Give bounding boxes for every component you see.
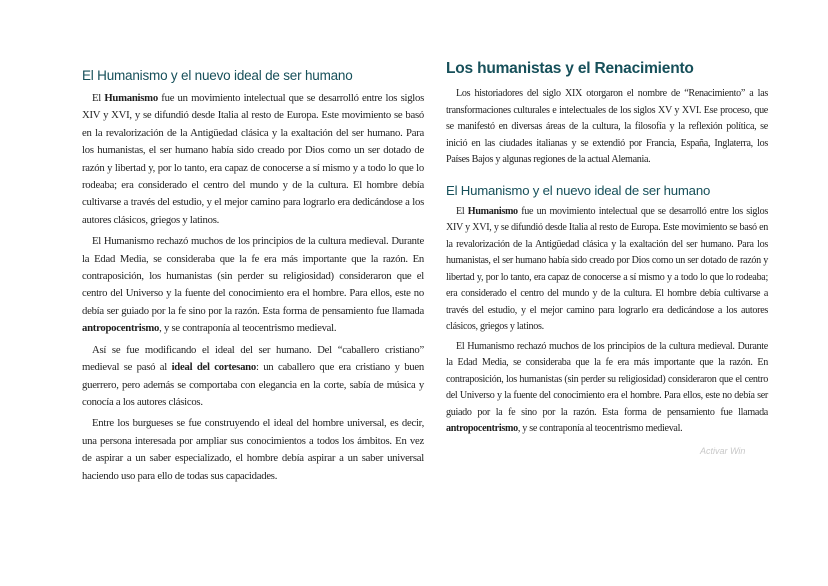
left-column	[82, 68, 424, 485]
left-heading: El Humanismo y el nuevo ideal de ser humano	[82, 68, 353, 83]
right-heading: El Humanismo y el nuevo ideal de ser humano	[446, 182, 711, 198]
right-column	[446, 60, 768, 438]
left-paragraph-1: El Humanismo fue un movimiento intelectual que se desarrolló entre los siglos XIV y XVI, y se difundió desde Italia al resto de Europa. Este movimiento se basó en la revalorización de la Antigüedad clásica y la exaltación del ser humano. Para los humanistas, el ser humano había sido creado por Dios como un ser dotado de razón y libertad y, por lo tanto, era capaz de conocerse a sí mismo y a todo lo que lo rodeaba; era considerado el centro del mundo y de la cultura. El hombre debía cultivarse a través del estudio, y el mejor camino para lograrlo era dedicándose a los autores clásicos, griegos y latinos.	[82, 92, 425, 226]
left-paragraph-4: Entre los burgueses se fue construyendo el ideal del hombre universal, es decir, una persona interesada por ampliar sus conocimientos a todos los ámbitos. En vez de aspirar a un saber especializado, el hombre debía aspirar a un saber universal haciendo uso para ello de todas sus capacidades.	[82, 417, 424, 482]
left-paragraph-2: El Humanismo rechazó muchos de los principios de la cultura medieval. Durante la Edad Media, se consideraba que la fe era más importante que la razón. En contraposición, los humanistas (sin perder su religiosidad) consideraron que el centro del Universo y la fuente del conocimiento era el hombre. Para ellos, este no debía ser guiado por la fe sino por la razón. Esta forma de pensamiento fue llamada antropocentrismo, y se contraponía al teocentrismo medieval.	[82, 235, 424, 335]
right-intro: Los historiadores del siglo XIX otorgaron el nombre de “Renacimiento” a las transformaciones culturales e intelectuales de los siglos XV y XVI. Ese proceso, que se manifestó en diversas áreas de la cultura, la filosofía y la reflexión política, se inició en las ciudades italianas y se extendió por Francia, España, Inglaterra, los Países Bajos y algunas regiones de la actual Alemania.	[446, 88, 768, 165]
activation-watermark: Activar Win	[700, 446, 746, 456]
right-paragraph-2: El Humanismo rechazó muchos de los principios de la cultura medieval. Durante la Edad Media, se consideraba que la fe era más importante que la razón. En contraposición, los humanistas (sin perder su religiosidad) consideraron que el centro del Universo y la fuente del conocimiento era el hombre. Para ellos, este no debía ser guiado por la fe sino por la razón. Esta forma de pensamiento fue llamada antropocentrismo, y se contraponía al teocentrismo medieval.	[446, 340, 768, 434]
bold-term: antropocentrismo	[82, 322, 160, 335]
bold-term: Humanismo	[467, 205, 518, 217]
left-paragraph-3: Así se fue modificando el ideal del ser humano. Del “caballero cristiano” medieval se pasó al ideal del cortesano: un caballero que era cristiano y buen guerrero, pero además se comportaba con elegancia en la corte, sabía de música y conocía a los autores clásicos.	[82, 343, 424, 408]
right-paragraph-1: El Humanismo fue un movimiento intelectual que se desarrolló entre los siglos XIV y XVI, y se difundió desde Italia al resto de Europa. Este movimiento se basó en la revalorización de la Antigüedad clásica y la exaltación del ser humano. Para los humanistas, el ser humano había sido creado por Dios como un ser dotado de razón y libertad y, por lo tanto, era capaz de conocerse a sí mismo y a todo lo que lo rodeaba; era considerado el centro del mundo y de la cultura. El hombre debía cultivarse a través del estudio, y el mejor camino para lograrlo era dedicándose a los autores clásicos, griegos y latinos.	[446, 205, 769, 332]
bold-term: ideal del cortesano	[171, 361, 256, 374]
bold-term: Humanismo	[104, 92, 158, 104]
bold-term: antropocentrismo	[446, 423, 518, 434]
right-title: Los humanistas y el Renacimiento	[446, 60, 694, 77]
